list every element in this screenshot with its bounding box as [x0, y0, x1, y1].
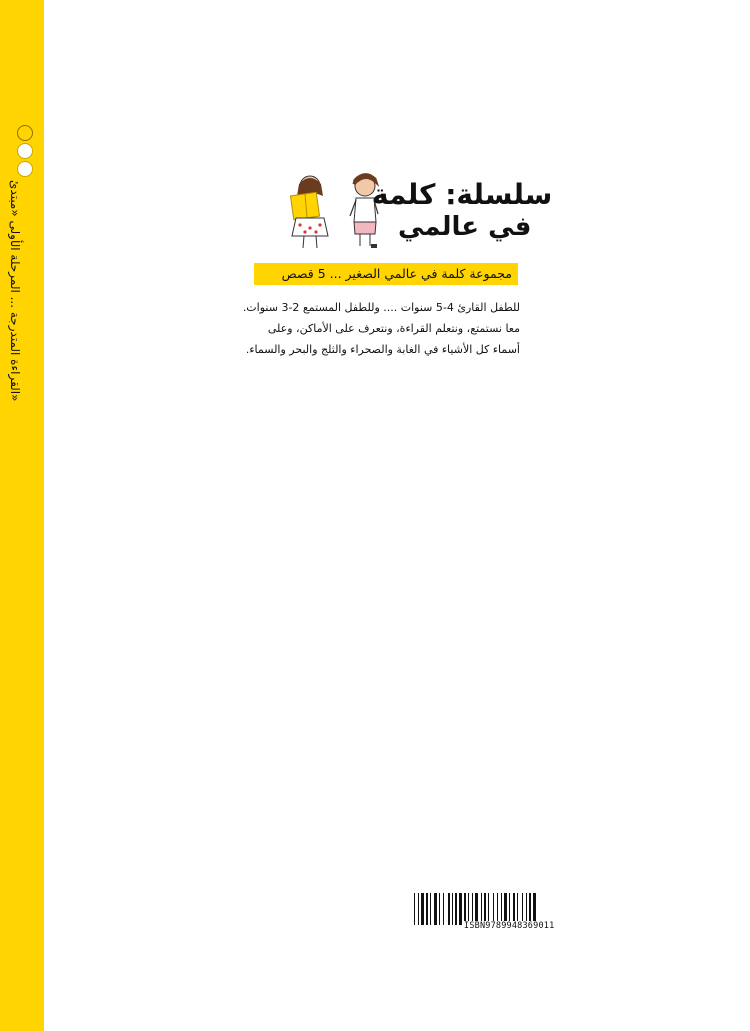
book-spine [0, 0, 44, 1031]
barcode-bar [418, 893, 419, 925]
barcode-bar [430, 893, 431, 925]
blurb-line: للطفل القارئ 4-5 سنوات .... وللطفل المستمع 2-3 سنوات. [242, 301, 520, 314]
barcode-bar [452, 893, 453, 925]
blurb-line: أسماء كل الأشياء في الغابة والصحراء والثلج والبحر والسماء. [245, 343, 520, 356]
barcode-bar [434, 893, 437, 925]
series-subtitle: في عالمي [398, 212, 532, 242]
barcode-bar [426, 893, 428, 925]
spine-title: القراءة المتدرجة ... المرحلة الأولى «مبتدئ» [8, 180, 22, 402]
series-title: سلسلة: كلمة [372, 178, 553, 211]
isbn-number: ISBN9789948369011 [464, 921, 555, 931]
girl-reading-illustration [290, 176, 328, 248]
isbn-barcode [412, 893, 598, 941]
barcode-bar [455, 893, 457, 925]
barcode-bar [443, 893, 444, 925]
blurb-line: معا نستمتع، ونتعلم القراءة، ونتعرف على الأماكن، وعلى [267, 322, 520, 335]
collection-banner: مجموعة كلمة في عالمي الصغير ... 5 قصص [254, 263, 518, 285]
barcode-bar [439, 893, 440, 925]
barcode-bar [448, 893, 450, 925]
back-cover-blurb [242, 297, 520, 360]
barcode-bar [421, 893, 424, 925]
level-dot-1 [17, 125, 33, 141]
level-dot-3 [17, 161, 33, 177]
barcode-bar [414, 893, 415, 925]
level-dot-2 [17, 143, 33, 159]
level-indicator [17, 125, 35, 179]
